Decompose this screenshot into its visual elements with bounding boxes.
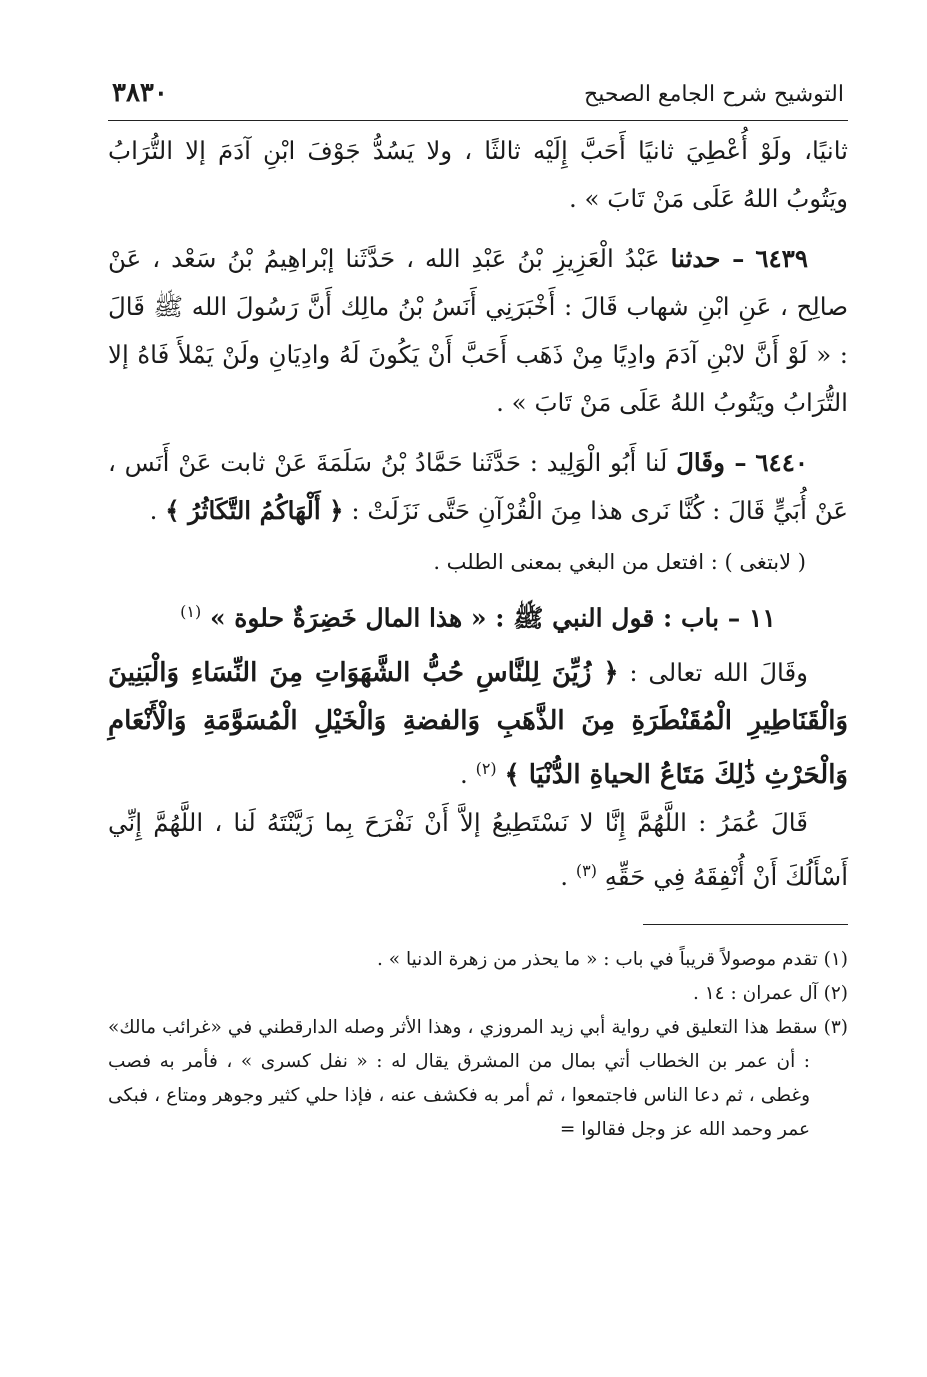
footnote-1: (١) تقدم موصولاً قريباً في باب : « ما يحذر من زهرة الدنيا » . [376,948,848,970]
quran-verse: ﴿ زُيِّنَ لِلنَّاسِ حُبُّ الشَّهَوَاتِ مِنَ النِّسَاءِ وَالْبَنِينَ وَالْقَنَاطِيرِ الْمُقَنْطَرَةِ مِنَ الذَّهَبِ وَالفضةِ وَالْخَيْلِ الْمُسَوَّمَةِ وَالْأَنْعَامِ وَالْحَرْثِ ذَٰلِكَ مَتَاعُ الحياةِ الدُّنْيَا ﴾ [108,658,848,791]
hadith-text: عَبْدُ الْعَزِيزِ بْنُ عَبْدِ الله ، حَدَّثَنا إبْراهِيمُ بْنُ سَعْد ، عَنْ صالِح ، عَنِ ابْنِ شهاب قَالَ : أَخْبَرَنِي أَنَسُ بْنُ مالِك أَنَّ رَسُولَ الله ﷺ قَالَ : « لَوْ أَنَّ لابْنِ آدَمَ وادِيًا مِنْ ذَهَب أَحَبَّ أَنْ يَكُونَ لَهُ وادِيَانِ ولَنْ يَمْلأَ فَاهُ إلا التُّرَابُ ويَتُوبُ اللهُ عَلَى مَنْ تَابَ » . [108,244,848,417]
sentence-end: . [459,760,468,790]
continuation-paragraph: ثانيًا، ولَوْ أُعْطِيَ ثانيًا أَحَبَّ إِلَيْه ثالثًا ، ولا يَسُدُّ جَوْفَ ابْنِ آدَمَ إلا التُّرَابُ ويَتُوبُ اللهُ عَلَى مَنْ تَابَ » . [108,136,848,213]
footnotes [108,943,848,1147]
hadith-text: لَنا أَبُو الْوَلِيد : حَدَّثَنا حَمَّادُ بْنُ سَلَمَةَ عَنْ ثابت عَنْ أَنَس ، عَنْ أُبَيٍّ قَالَ : كُنَّا نَرى هذا مِنَ الْقُرْآنِ حَتَّى نَزَلَتْ : [108,448,848,525]
hadith-6439: ٦٤٣٩ – حدثنا عَبْدُ الْعَزِيزِ بْنُ عَبْدِ الله ، حَدَّثَنا إبْراهِيمُ بْنُ سَعْد ، عَنْ صالِح ، عَنِ ابْنِ شهاب قَالَ : أَخْبَرَنِي أَنَسُ بْنُ مالِك أَنَّ رَسُولَ الله ﷺ قَالَ : « لَوْ أَنَّ لابْنِ آدَمَ وادِيًا مِنْ ذَهَب أَحَبَّ أَنْ يَكُونَ لَهُ وادِيَانِ ولَنْ يَمْلأَ فَاهُ إلا التُّرَابُ ويَتُوبُ اللهُ عَلَى مَنْ تَابَ » . [108,244,848,417]
header-divider [108,120,848,121]
footnote-3: (٣) سقط هذا التعليق في رواية أبي زيد المروزي ، وهذا الأثر وصله الدارقطني في «غرائب مالك» : أن عمر بن الخطاب أتي بمال من المشرق يقال له : « نفل كسرى » ، فأمر به فصب وغطى ، ثم دعا الناس فاجتمعوا ، ثم أمر به فكشف عنه ، فإذا حلي كثير وجوهر ومتاع ، فبكى عمر وحمد الله عز وجل فقالوا = [108,1016,848,1140]
umar-paragraph [108,799,848,901]
page-header [108,78,848,118]
hadith-6440: ٦٤٤٠ – وقَالَ لَنا أَبُو الْوَلِيد : حَدَّثَنا حَمَّادُ بْنُ سَلَمَةَ عَنْ ثابت عَنْ أَنَس ، عَنْ أُبَيٍّ قَالَ : كُنَّا نَرى هذا مِنَ الْقُرْآنِ حَتَّى نَزَلَتْ : ﴿ أَلْهَاكُمُ التَّكَاثُرُ ﴾ . [108,448,848,525]
sentence-end: . [149,496,158,525]
footnote-2: (٢) آل عمران : ١٤ . [692,982,848,1004]
quran-verse: ﴿ أَلْهَاكُمُ التَّكَاثُرُ ﴾ [165,496,344,525]
footnote-ref: (٢) [475,759,497,779]
hadith-lead: وقَالَ [676,448,725,477]
hadith-number: ٦٤٣٩ [755,244,808,273]
chapter-heading [108,587,848,643]
hadith-lead: حدثنا [670,244,721,273]
chapter-title: ١١ – باب : قول النبي ﷺ : « هذا المال خَضِرَةٌ حلوة » [209,603,776,633]
umar-text: قَالَ عُمَرُ : اللَّهُمَّ إِنَّا لا نَسْتَطِيعُ إلاَّ أَنْ نَفْرَحَ بِما زَيَّنْتَهُ لَنا ، اللَّهُمَّ إِنِّي أَسْأَلُكَ أَنْ أُنْفِقَهُ فِي حَقِّهِ [108,808,848,892]
running-title: التوشيح شرح الجامع الصحيح [584,82,844,107]
sentence-end: . [560,862,569,892]
verse-intro: وقَالَ الله تعالى : [629,658,809,688]
verse-paragraph [108,649,848,799]
hadith-number: ٦٤٤٠ [755,448,809,477]
word-gloss: ( لابتغى ) : افتعل من البغي بمعنى الطلب . [433,550,806,574]
page-number: ٣٨٣٠ [112,78,168,108]
footnote-divider [643,924,848,925]
footnote-ref: (٣) [575,861,597,881]
footnote-ref: (١) [180,602,202,621]
book-page [108,78,848,1147]
